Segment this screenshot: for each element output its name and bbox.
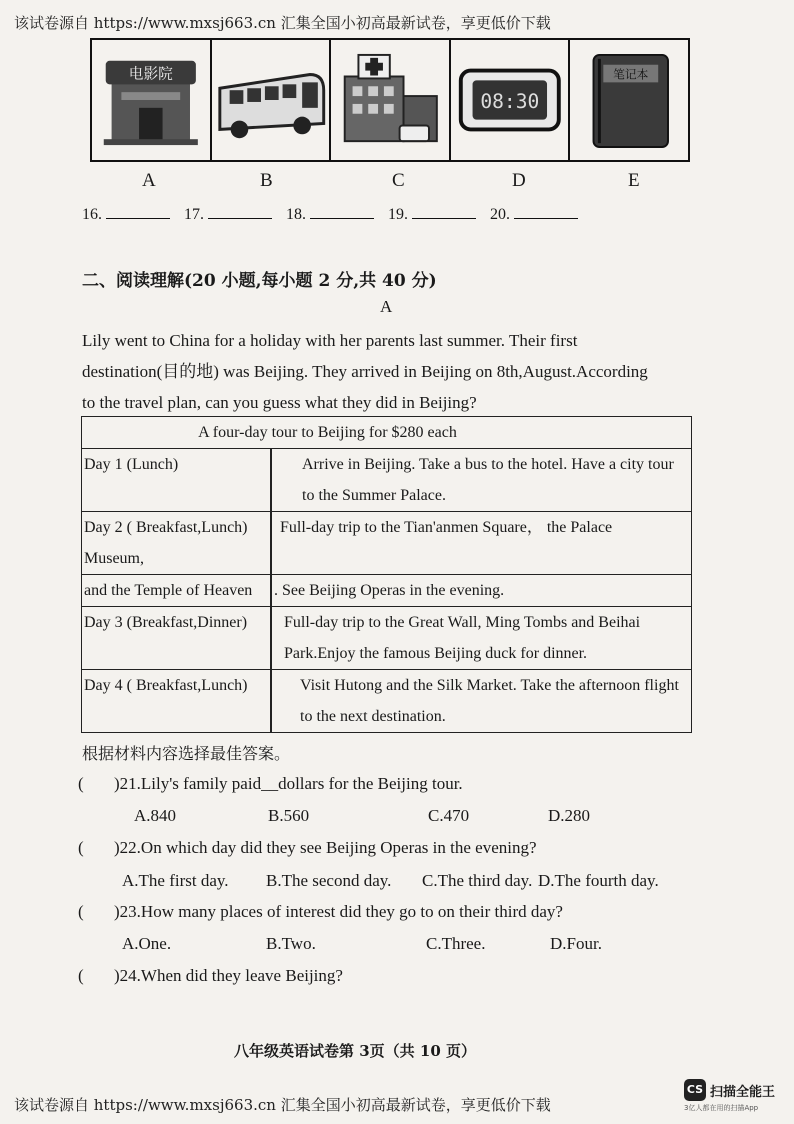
options-22 bbox=[82, 871, 682, 893]
blank-label: 16. bbox=[82, 206, 102, 223]
table-row bbox=[82, 607, 692, 670]
clock-picture bbox=[451, 40, 571, 160]
blank-line[interactable] bbox=[208, 204, 272, 219]
question-stem: )22.On which day did they see Beijing Operas in the evening? bbox=[114, 838, 537, 857]
picture-strip bbox=[90, 38, 690, 162]
question-21 bbox=[78, 774, 463, 794]
blank-label: 19. bbox=[388, 206, 408, 223]
scanner-watermark bbox=[684, 1079, 775, 1113]
letter-a: A bbox=[142, 170, 156, 191]
question-22 bbox=[78, 838, 537, 858]
day-cell: and the Temple of Heaven bbox=[82, 575, 272, 607]
option[interactable]: C.470 bbox=[428, 806, 470, 825]
scanner-logo-icon: CS bbox=[684, 1079, 706, 1101]
cinema-picture bbox=[92, 40, 212, 160]
table-heading-row bbox=[82, 417, 692, 449]
option[interactable]: A.One. bbox=[122, 934, 172, 953]
travel-plan-table bbox=[81, 416, 692, 733]
page-footer: 八年级英语试卷第 3页（共 10 页） bbox=[234, 1042, 476, 1060]
day-cell: Day 2 ( Breakfast,Lunch) Museum, bbox=[82, 512, 272, 575]
table-row bbox=[82, 449, 692, 512]
notebook-icon bbox=[570, 40, 688, 160]
blank-line[interactable] bbox=[310, 204, 374, 219]
day-cell: Day 1 (Lunch) bbox=[82, 449, 272, 512]
letter-d: D bbox=[512, 170, 526, 191]
blank-line[interactable] bbox=[106, 204, 170, 219]
activity-cell: . See Beijing Operas in the evening. bbox=[271, 575, 692, 607]
option[interactable]: B.560 bbox=[268, 806, 310, 825]
answer-blanks bbox=[82, 204, 588, 224]
clock-icon bbox=[451, 40, 569, 160]
bus-icon bbox=[212, 40, 330, 160]
day-cell: Day 3 (Breakfast,Dinner) bbox=[82, 607, 272, 670]
paragraph-line: to the travel plan, can you guess what they did in Beijing? bbox=[82, 393, 477, 412]
table-heading: A four-day tour to Beijing for $280 each bbox=[82, 417, 692, 449]
option[interactable]: A.The first day. bbox=[122, 871, 229, 890]
notebook-picture bbox=[570, 40, 688, 160]
option[interactable]: C.Three. bbox=[426, 934, 486, 953]
bus-picture bbox=[212, 40, 332, 160]
table-row bbox=[82, 512, 692, 575]
activity-cell: Visit Hutong and the Silk Market. Take the afternoon flight to the next destination. bbox=[271, 670, 692, 733]
scanner-tagline: 3亿人都在用的扫描App bbox=[684, 1104, 759, 1112]
option[interactable]: D.Four. bbox=[550, 934, 602, 953]
source-banner-bottom: 该试卷源自 https://www.mxsj663.cn 汇集全国小初高最新试卷，享更低价下载 bbox=[14, 1096, 551, 1114]
option[interactable]: D.280 bbox=[548, 806, 591, 825]
options-23 bbox=[82, 934, 682, 956]
blank-label: 17. bbox=[184, 206, 204, 223]
source-banner-top: 该试卷源自 https://www.mxsj663.cn 汇集全国小初高最新试卷，享更低价下载 bbox=[14, 14, 551, 32]
blank-label: 18. bbox=[286, 206, 306, 223]
answer-paren[interactable]: ( bbox=[78, 838, 84, 857]
activity-cell: Full-day trip to the Tian'anmen Square， the Palace bbox=[271, 512, 692, 575]
notebook-label: 笔记本 bbox=[613, 67, 649, 82]
hospital-icon bbox=[331, 40, 449, 160]
option[interactable]: B.The second day. bbox=[266, 871, 392, 890]
paragraph-line: destination(目的地) was Beijing. They arrived in Beijing on 8th,August.According bbox=[82, 362, 648, 381]
passage-label: A bbox=[380, 297, 393, 316]
option[interactable]: B.Two. bbox=[266, 934, 316, 953]
cinema-sign: 电影院 bbox=[128, 65, 173, 83]
activity-cell: Arrive in Beijing. Take a bus to the hotel. Have a city tour to the Summer Palace. bbox=[271, 449, 692, 512]
table-row bbox=[82, 670, 692, 733]
activity-cell: Full-day trip to the Great Wall, Ming Tombs and Beihai Park.Enjoy the famous Beijing duck for dinner. bbox=[271, 607, 692, 670]
options-21 bbox=[82, 806, 682, 828]
blank-label: 20. bbox=[490, 206, 510, 223]
clock-time: 08:30 bbox=[480, 89, 540, 113]
blank-line[interactable] bbox=[514, 204, 578, 219]
question-23 bbox=[78, 902, 563, 922]
answer-paren[interactable]: ( bbox=[78, 902, 84, 921]
day-cell: Day 4 ( Breakfast,Lunch) bbox=[82, 670, 272, 733]
answer-paren[interactable]: ( bbox=[78, 966, 84, 985]
paragraph-line: Lily went to China for a holiday with her parents last summer. Their first bbox=[82, 331, 578, 350]
hospital-picture bbox=[331, 40, 451, 160]
table-row bbox=[82, 575, 692, 607]
question-stem: )21.Lily's family paid__dollars for the Beijing tour. bbox=[114, 774, 463, 793]
letter-c: C bbox=[392, 170, 405, 191]
question-stem: )23.How many places of interest did they go to on their third day? bbox=[114, 902, 563, 921]
picture-letters bbox=[90, 170, 690, 194]
answer-paren[interactable]: ( bbox=[78, 774, 84, 793]
option[interactable]: D.The fourth day. bbox=[538, 871, 659, 890]
letter-e: E bbox=[628, 170, 640, 191]
section-title: 二、阅读理解(20 小题,每小题 2 分,共 40 分) bbox=[82, 271, 437, 291]
scanner-name: 扫描全能王 bbox=[710, 1084, 776, 1100]
option[interactable]: C.The third day. bbox=[422, 871, 533, 890]
cinema-icon bbox=[92, 40, 210, 160]
instruction: 根据材料内容选择最佳答案。 bbox=[82, 744, 291, 763]
letter-b: B bbox=[260, 170, 273, 191]
blank-line[interactable] bbox=[412, 204, 476, 219]
question-stem: )24.When did they leave Beijing? bbox=[114, 966, 343, 985]
question-24 bbox=[78, 966, 343, 986]
option[interactable]: A.840 bbox=[134, 806, 177, 825]
